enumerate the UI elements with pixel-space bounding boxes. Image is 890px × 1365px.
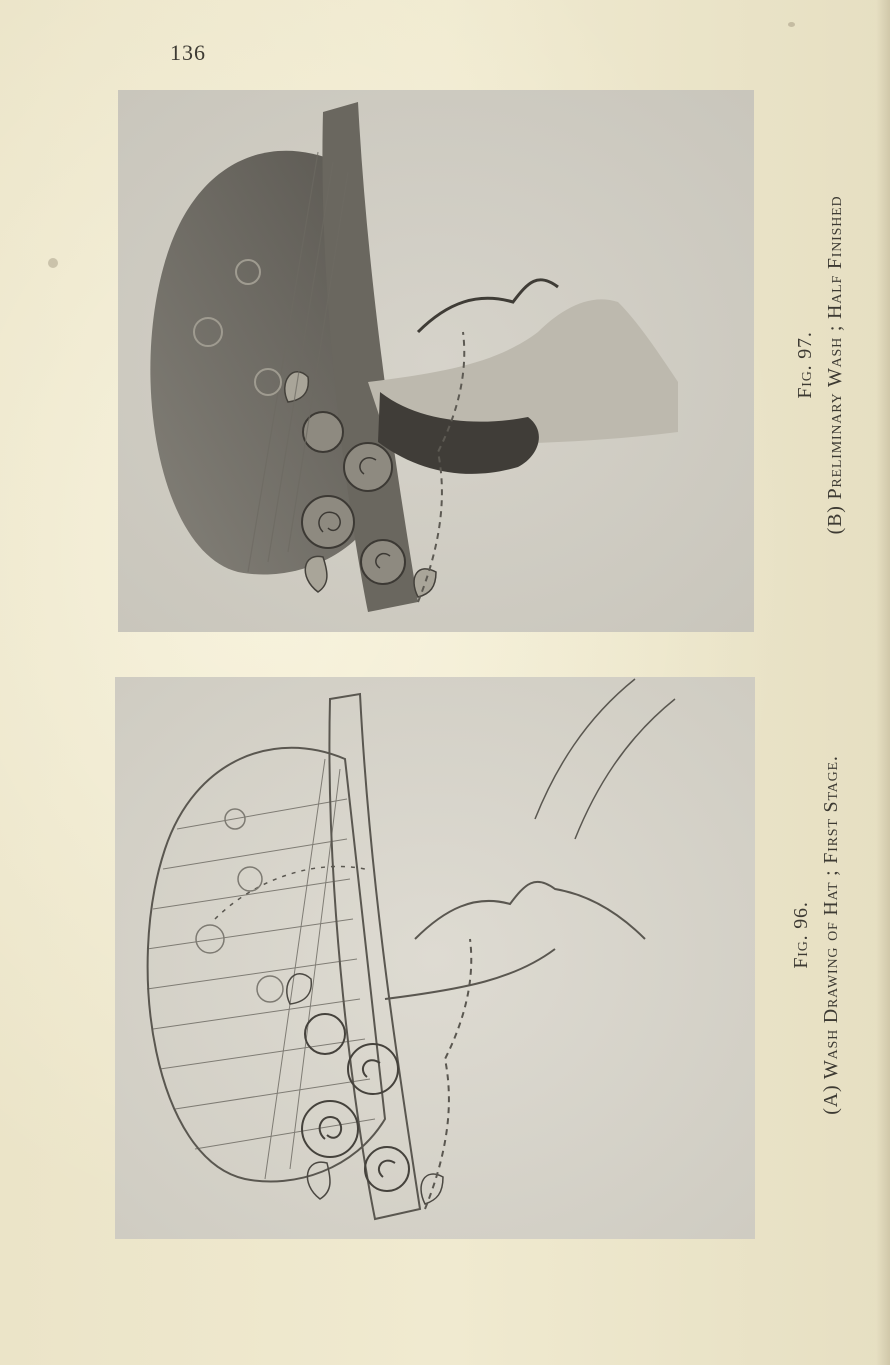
figure-97-caption	[790, 145, 850, 585]
figure-97-plate	[118, 90, 754, 632]
hat-line-drawing-illustration	[115, 677, 755, 1239]
figure-96-plate	[115, 677, 755, 1239]
figure-97-caption-text: (B) Preliminary Wash ; Half Finished	[824, 195, 846, 535]
hat-wash-drawing-illustration	[118, 90, 754, 632]
figure-97-label: Fig. 97.	[794, 331, 816, 399]
figure-96-caption	[786, 695, 846, 1175]
page-number: 136	[170, 40, 206, 65]
paper-speck	[48, 258, 58, 268]
paper-speck	[788, 22, 795, 27]
figure-96-caption-text: (A) Wash Drawing of Hat ; First Stage.	[820, 755, 842, 1115]
figure-96-label: Fig. 96.	[790, 901, 812, 969]
spine-shadow	[876, 0, 890, 1365]
